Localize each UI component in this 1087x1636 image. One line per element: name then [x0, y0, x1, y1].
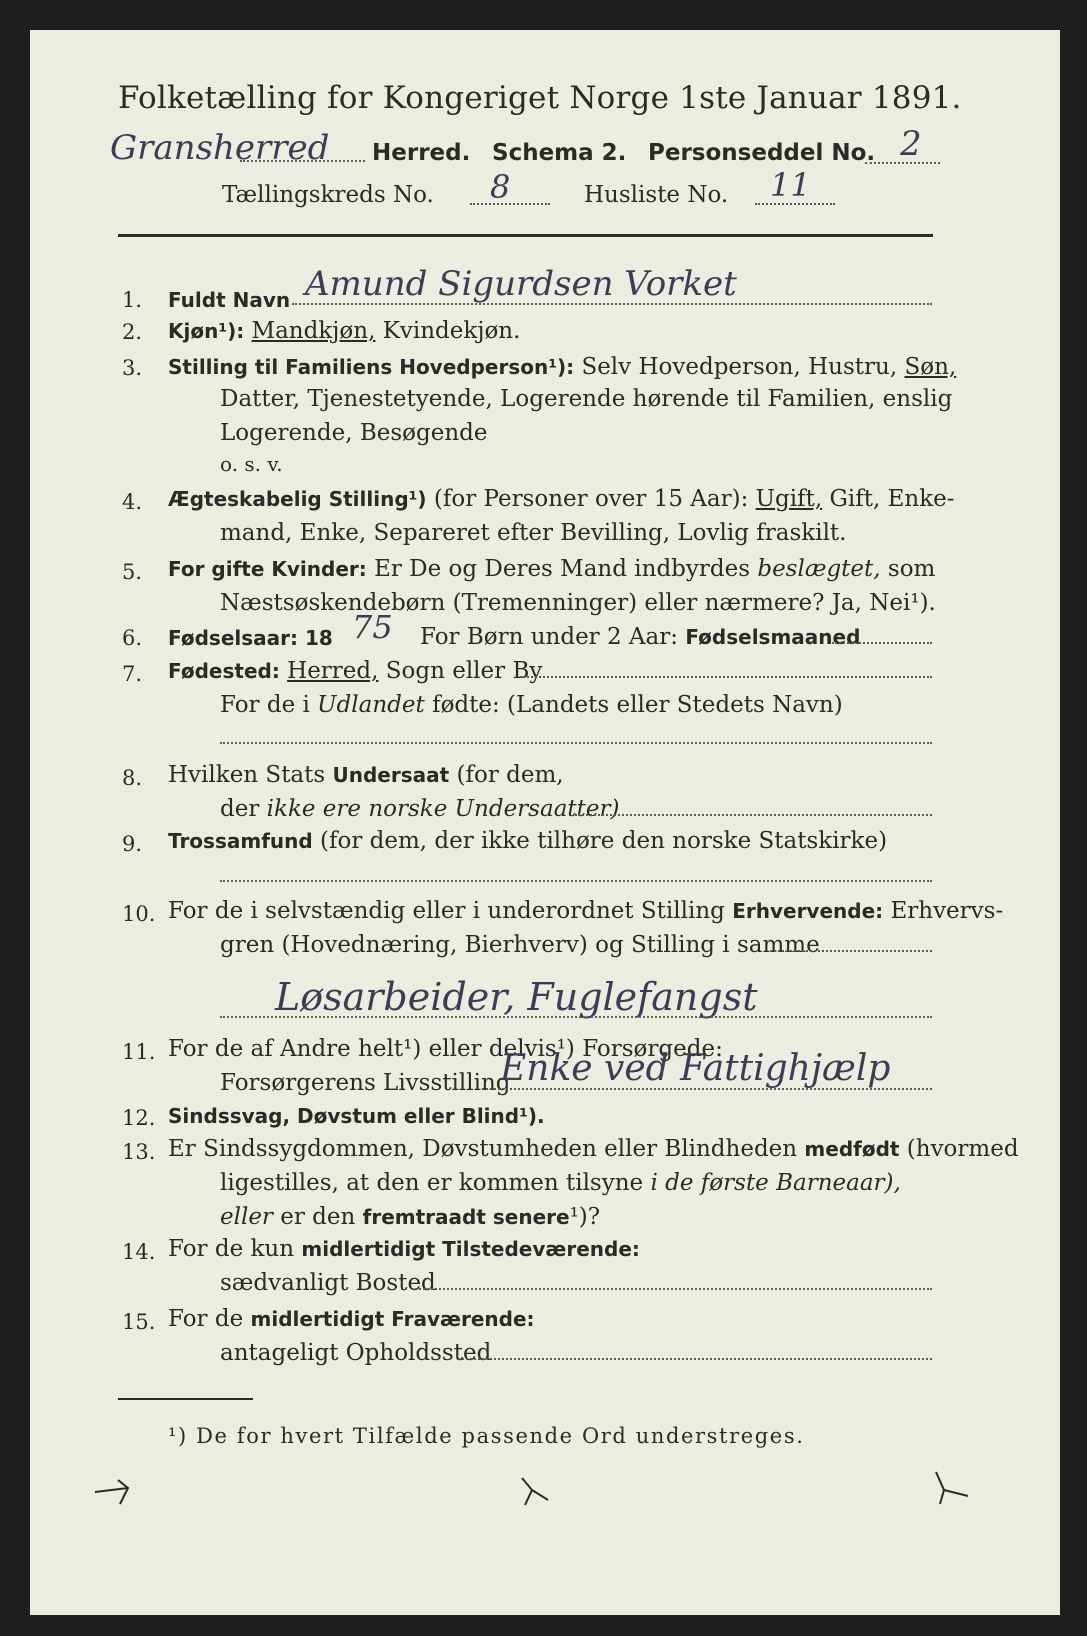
item-5-text: Er De og Deres Mand indbyrdes: [374, 556, 751, 582]
item-10-dots-2: [220, 1016, 932, 1018]
item-15-l1b: midlertidigt Fraværende:: [250, 1307, 535, 1331]
item-3-son: Søn,: [904, 354, 957, 380]
footnote: ¹) De for hvert Tilfælde passende Ord understreges.: [168, 1424, 805, 1448]
item-5-som: som: [887, 556, 936, 582]
item-10-l1a: For de i selvstændig eller i underordnet Stilling: [168, 898, 725, 924]
item-4-label: Ægteskabelig Stilling¹): [168, 487, 427, 511]
header-rule: [118, 234, 933, 237]
item-10-value: Løsarbeider, Fuglefangst: [275, 975, 758, 1019]
item-11-dots: [482, 1088, 932, 1090]
personseddel-label: Personseddel No.: [648, 140, 876, 166]
item-10-number: 10.: [122, 902, 156, 926]
item-5-beslaegtet: beslægtet,: [757, 556, 881, 582]
item-7-label: Fødested:: [168, 659, 280, 683]
item-14-dots: [412, 1288, 932, 1290]
item-6-rest-text: For Børn under 2 Aar:: [420, 624, 678, 650]
item-6-value: 75: [352, 608, 393, 646]
item-7-herred: Herred,: [287, 658, 379, 684]
schema-label: Schema 2.: [492, 140, 627, 166]
item-7-dots-1: [520, 676, 932, 678]
husliste-label: Husliste No.: [584, 182, 729, 208]
item-8-line-2: [220, 796, 619, 822]
item-7-number: 7.: [122, 662, 143, 686]
item-13-l3i: eller: [220, 1204, 273, 1230]
item-2-line: [168, 318, 520, 344]
item-2-number: 2.: [122, 320, 143, 344]
footnote-rule: [118, 1398, 253, 1400]
item-4-text-b: Gift, Enke-: [829, 486, 955, 512]
item-4-text: (for Personer over 15 Aar):: [433, 486, 749, 512]
item-3-line-3: Logerende, Besøgende: [220, 420, 488, 446]
item-5-line-1: [168, 556, 935, 582]
item-8-number: 8.: [122, 766, 143, 790]
kreds-label: Tællingskreds No.: [222, 182, 434, 208]
item-9-label: Trossamfund: [168, 829, 313, 853]
item-10-l1c: Erhvervs-: [890, 898, 1004, 924]
item-10-line-2: gren (Hovednæring, Bierhverv) og Stilling i samme: [220, 932, 820, 958]
item-8-dots: [575, 814, 932, 816]
item-13-line-3: [220, 1204, 600, 1230]
item-13-number: 13.: [122, 1140, 156, 1164]
personseddel-value: 2: [900, 124, 922, 164]
item-11-line-2: Forsørgerens Livsstilling: [220, 1070, 511, 1096]
item-9-dots: [220, 880, 932, 882]
item-1-dots: [292, 303, 932, 305]
item-3-label: Stilling til Familiens Hovedperson¹):: [168, 355, 575, 379]
item-7-sogn: Sogn: [385, 658, 445, 684]
item-13-line-1: [168, 1136, 1019, 1162]
item-15-line-2: antageligt Opholdssted: [220, 1340, 492, 1366]
item-13-l1a: Er Sindssygdommen, Døvstumheden eller Blindheden: [168, 1136, 798, 1162]
kreds-value: 8: [490, 168, 511, 206]
item-11-line-1: For de af Andre helt¹) eller delvis¹) Forsørgede:: [168, 1036, 723, 1062]
herred-dots: [240, 160, 365, 162]
item-13-l3c: ¹)?: [569, 1204, 601, 1230]
item-15-number: 15.: [122, 1310, 156, 1334]
item-14-line-2: sædvanligt Bosted: [220, 1270, 436, 1296]
item-8-l2a: der: [220, 796, 260, 822]
item-15-dots: [458, 1358, 932, 1360]
item-10-dots-1: [770, 950, 932, 952]
item-9-line: [168, 828, 887, 854]
item-14-number: 14.: [122, 1240, 156, 1264]
item-14-l1b: midlertidigt Tilstedeværende:: [301, 1237, 640, 1261]
item-9-text: (for dem, der ikke tilhøre den norske Statskirke): [320, 828, 888, 854]
item-6-label: Fødselsaar: 18: [168, 626, 333, 650]
item-7-dots-2: [220, 742, 932, 744]
item-13-medfodt: medfødt: [804, 1137, 900, 1161]
item-3-number: 3.: [122, 356, 143, 380]
item-3-line-1: [168, 354, 956, 380]
item-5-line-2: Næstsøskendebørn (Tremenninger) eller nærmere? Ja, Nei¹).: [220, 590, 936, 616]
item-2-kvindekjon: Kvindekjøn.: [382, 318, 521, 344]
item-13-line-2: [220, 1170, 901, 1196]
item-3-line-4: o. s. v.: [220, 452, 283, 476]
item-12-label: Sindssvag, Døvstum eller Blind¹).: [168, 1104, 545, 1128]
item-7-by: eller By: [452, 658, 543, 684]
item-13-fremtraadt: fremtraadt senere: [362, 1205, 570, 1229]
item-7-l2a: For de i: [220, 692, 310, 718]
item-6-rest: [420, 624, 860, 650]
item-6-dots: [832, 642, 932, 644]
item-11-number: 11.: [122, 1040, 156, 1064]
item-4-line-1: [168, 486, 955, 512]
item-10-line-1: [168, 898, 1003, 924]
item-4-line-2: mand, Enke, Separeret efter Bevilling, Lovlig fraskilt.: [220, 520, 847, 546]
form-title: Folketælling for Kongeriget Norge 1ste Januar 1891.: [118, 80, 962, 116]
item-4-ugift: Ugift,: [755, 486, 823, 512]
herred-value: Gransherred: [110, 128, 330, 168]
item-7-udlandet: Udlandet: [317, 692, 425, 718]
item-7-line-2: [220, 692, 843, 718]
item-13-l3a: er den: [280, 1204, 356, 1230]
item-5-number: 5.: [122, 560, 143, 584]
item-8-line-1: [168, 762, 564, 788]
item-6-number: 6.: [122, 626, 143, 650]
item-2-mandkjon: Mandkjøn,: [251, 318, 376, 344]
personseddel-dots: [865, 162, 940, 164]
item-1-value: Amund Sigurdsen Vorket: [305, 264, 737, 304]
item-8-l1c: (for dem,: [456, 762, 564, 788]
item-3-line-2: Datter, Tjenestetyende, Logerende hørende til Familien, enslig: [220, 386, 953, 412]
item-13-l2a: ligestilles, at den er kommen tilsyne: [220, 1170, 644, 1196]
item-1-label: Fuldt Navn: [168, 288, 291, 312]
item-5-label: For gifte Kvinder:: [168, 557, 367, 581]
item-15-line-1: [168, 1306, 535, 1332]
herred-label: Herred.: [372, 140, 471, 166]
item-1-number: 1.: [122, 288, 143, 312]
item-15-l1a: For de: [168, 1306, 244, 1332]
item-3-options: Selv Hovedperson, Hustru,: [581, 354, 898, 380]
item-6-fodselsmaaned: Fødselsmaaned: [685, 625, 861, 649]
item-9-number: 9.: [122, 832, 143, 856]
item-8-l2i: ikke ere norske Undersaatter): [266, 796, 620, 822]
kreds-dots: [470, 203, 550, 205]
item-13-l2i: i de første Barneaar),: [650, 1170, 901, 1196]
item-7-l2b: fødte: (Landets eller Stedets Navn): [432, 692, 843, 718]
item-8-undersaat: Undersaat: [332, 763, 450, 787]
item-2-label: Kjøn¹):: [168, 319, 245, 343]
item-14-l1a: For de kun: [168, 1236, 295, 1262]
item-4-number: 4.: [122, 490, 143, 514]
item-7-line-1: [168, 658, 542, 684]
item-10-erhvervende: Erhvervende:: [732, 899, 884, 923]
husliste-dots: [755, 203, 835, 205]
item-13-l1c: (hvormed: [906, 1136, 1019, 1162]
item-11-value: Enke ved Fattighjælp: [500, 1048, 891, 1089]
husliste-value: 11: [770, 166, 811, 204]
item-8-l1a: Hvilken Stats: [168, 762, 326, 788]
item-14-line-1: [168, 1236, 640, 1262]
item-12-number: 12.: [122, 1106, 156, 1130]
